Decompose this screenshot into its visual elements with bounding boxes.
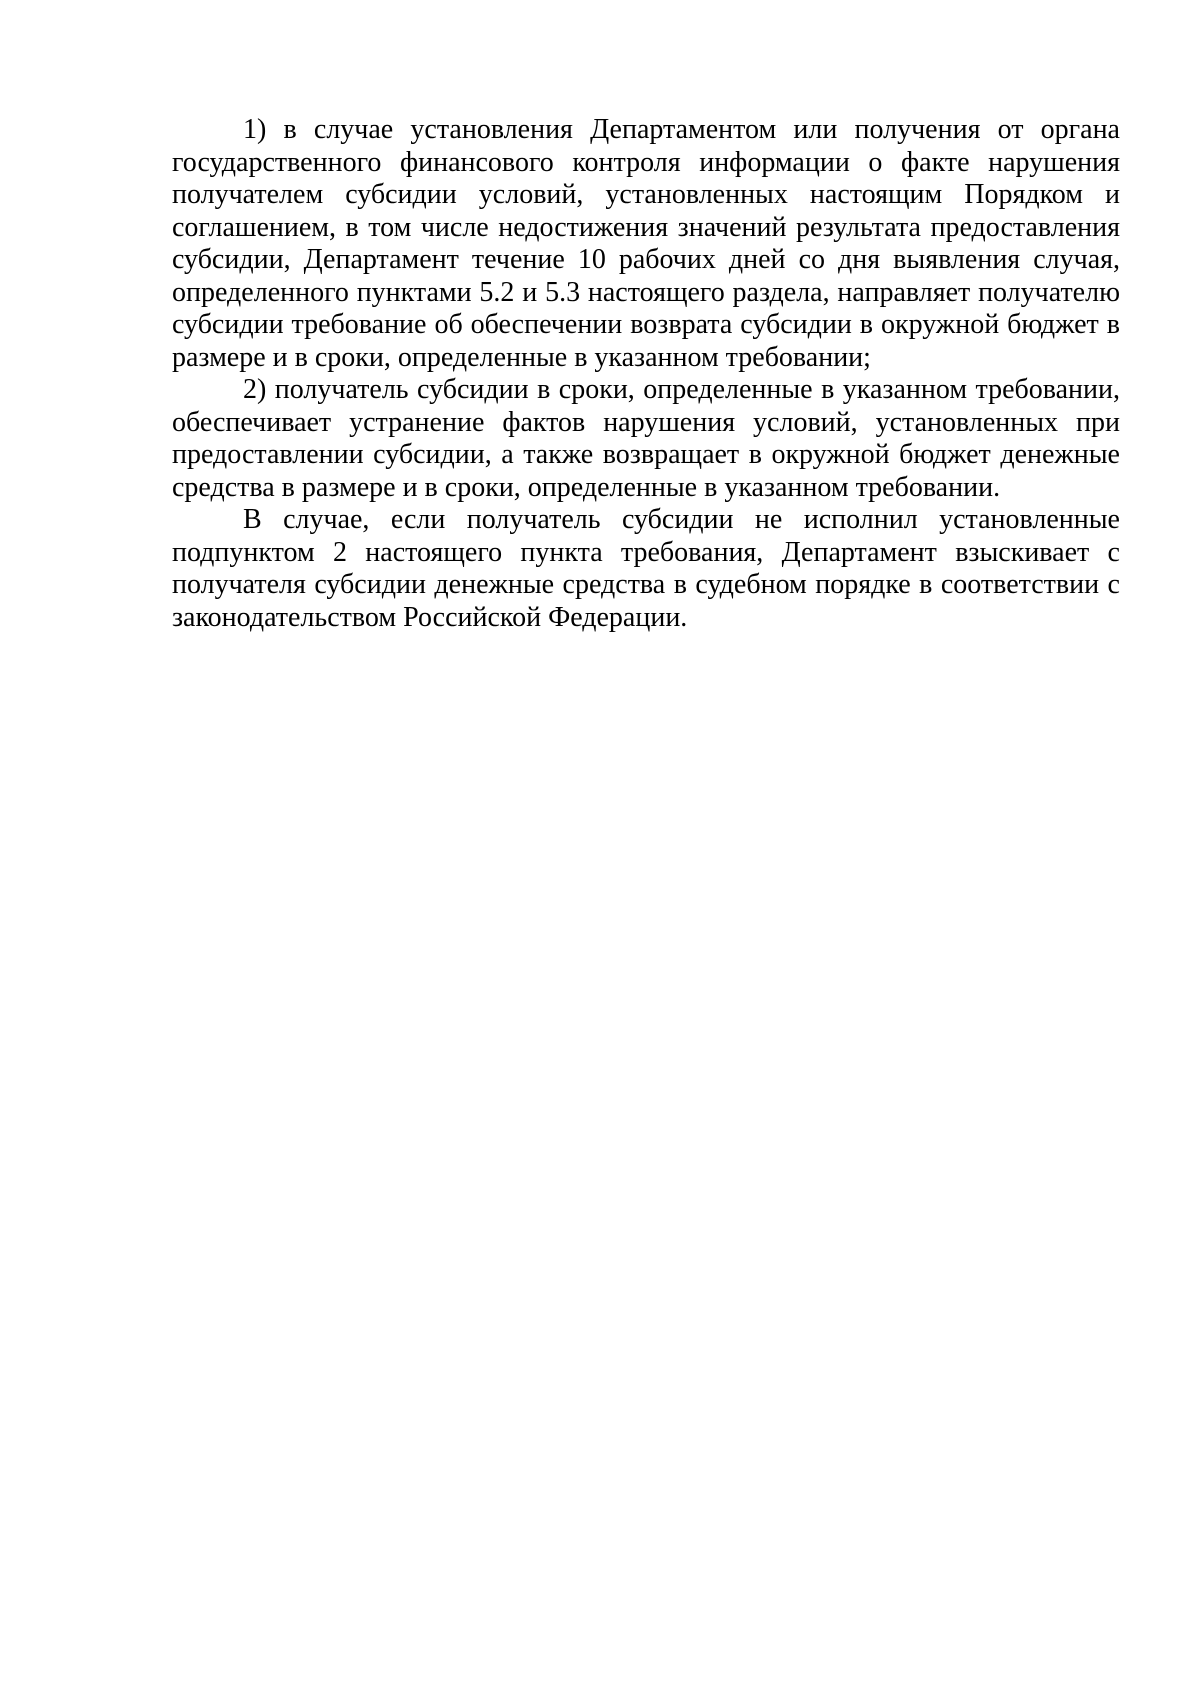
paragraph-item-2-recipient-obligations: 2) получатель субсидии в сроки, определенные в указанном требовании, обеспечивает устранение фактов нарушения условий, установленных при предоставлении субсидии, а также возвращает в окружной бюджет денежные средства в размере и в сроки, определенные в указанном требовании.	[172, 374, 1120, 503]
paragraph-item-1-refund-requirement: 1) в случае установления Департаментом или получения от органа государственного финансового контроля информации о факте нарушения получателем субсидии условий, установленных настоящим Порядком и соглашением, в том числе недостижения значений результата предоставления субсидии, Департамент течение 10 рабочих дней со дня выявления случая, определенного пунктами 5.2 и 5.3 настоящего раздела, направляет получателю субсидии требование об обеспечении возврата субсидии в окружной бюджет в размере и в сроки, определенные в указанном требовании;	[172, 114, 1120, 373]
paragraph-judicial-recovery: В случае, если получатель субсидии не исполнил установленные подпунктом 2 настоящего пункта требования, Департамент взыскивает с получателя субсидии денежные средства в судебном порядке в соответствии с законодательством Российской Федерации.	[172, 504, 1120, 633]
document-body	[172, 114, 1120, 634]
